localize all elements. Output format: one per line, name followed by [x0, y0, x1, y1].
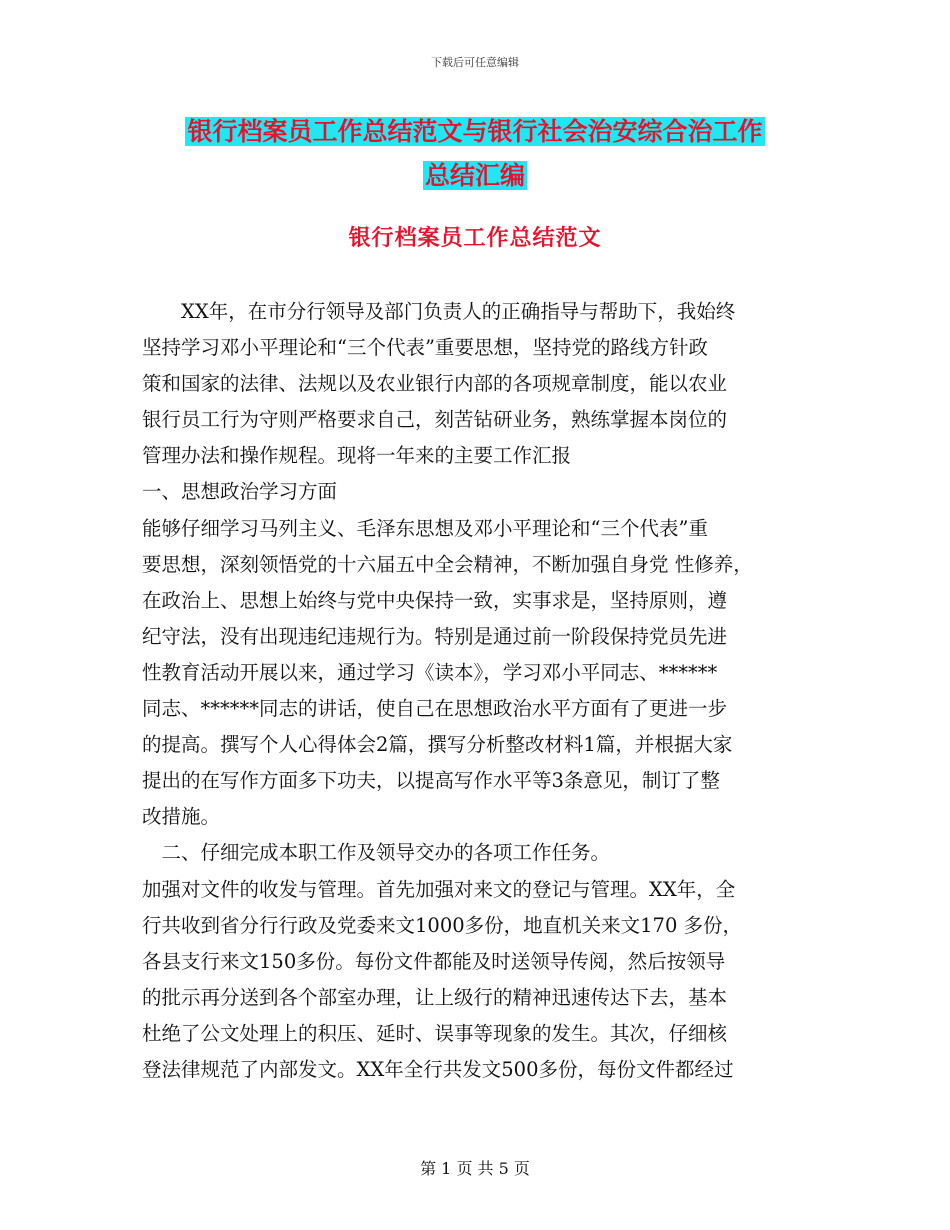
- text-line: 管理办法和操作规程。现将一年来的主要工作汇报: [142, 444, 572, 468]
- text-line: 改措施。: [142, 805, 221, 829]
- text-line: 一、思想政治学习方面: [142, 480, 338, 504]
- text-line: 性教育活动开展以来，通过学习《读本》，学习邓小平同志、******: [142, 660, 718, 684]
- text-line: 二、仔细完成本职工作及领导交办的各项工作任务。: [142, 841, 611, 865]
- text-line: 的批示再分送到各个部室办理，让上级行的精神迅速传达下去，基本: [142, 985, 728, 1009]
- text-line: 坚持学习邓小平理论和“三个代表”重要思想，坚持党的路线方针政: [142, 336, 708, 360]
- text-line: 同志、******同志的讲话，使自己在思想政治水平方面有了更进一步: [142, 697, 728, 721]
- page-footer: 第 1 页 共 5 页: [420, 1159, 530, 1178]
- body-text: [142, 294, 822, 1088]
- text-line: 登法律规范了内部发文。XX年全行共发文500多份，每份文件都经过: [142, 1057, 734, 1081]
- header-note: 下载后可任意编辑: [431, 56, 519, 69]
- text-line: 纪守法，没有出现违纪违规行为。特别是通过前一阶段保持党员先进: [142, 624, 728, 648]
- text-line: 的提高。撰写个人心得体会2篇，撰写分析整改材料1篇，并根据大家: [142, 733, 733, 757]
- text-line: 各县支行来文150多份。每份文件都能及时送领导传阅，然后按领导: [142, 949, 726, 973]
- text-line: 能够仔细学习马列主义、毛泽东思想及邓小平理论和“三个代表”重: [142, 516, 708, 540]
- text-line: 策和国家的法律、法规以及农业银行内部的各项规章制度，能以农业: [142, 372, 728, 396]
- document-title: [0, 110, 950, 198]
- text-line: XX年，在市分行领导及部门负责人的正确指导与帮助下，我始终: [142, 300, 736, 323]
- text-line: 要思想，深刻领悟党的十六届五中全会精神，不断加强自身党 性修养，: [142, 552, 753, 576]
- title-line-1: 银行档案员工作总结范文与银行社会治安综合治工作: [187, 117, 763, 146]
- text-line: 杜绝了公文处理上的积压、延时、误事等现象的发生。其次，仔细核: [142, 1021, 728, 1045]
- text-line: 银行员工行为守则严格要求自己，刻苦钻研业务，熟练掌握本岗位的: [142, 408, 728, 432]
- text-line: 提出的在写作方面多下功夫，以提高写作水平等3条意见，制订了整: [142, 769, 720, 793]
- text-line: 在政治上、思想上始终与党中央保持一致，实事求是，坚持原则，遵: [142, 588, 728, 612]
- title-line-2: 总结汇编: [424, 161, 525, 190]
- text-line: 加强对文件的收发与管理。首先加强对来文的登记与管理。XX年，全: [142, 877, 736, 901]
- text-line: 行共收到省分行行政及党委来文1000多份，地直机关来文170 多份，: [142, 913, 743, 937]
- section-title: 银行档案员工作总结范文: [348, 225, 602, 251]
